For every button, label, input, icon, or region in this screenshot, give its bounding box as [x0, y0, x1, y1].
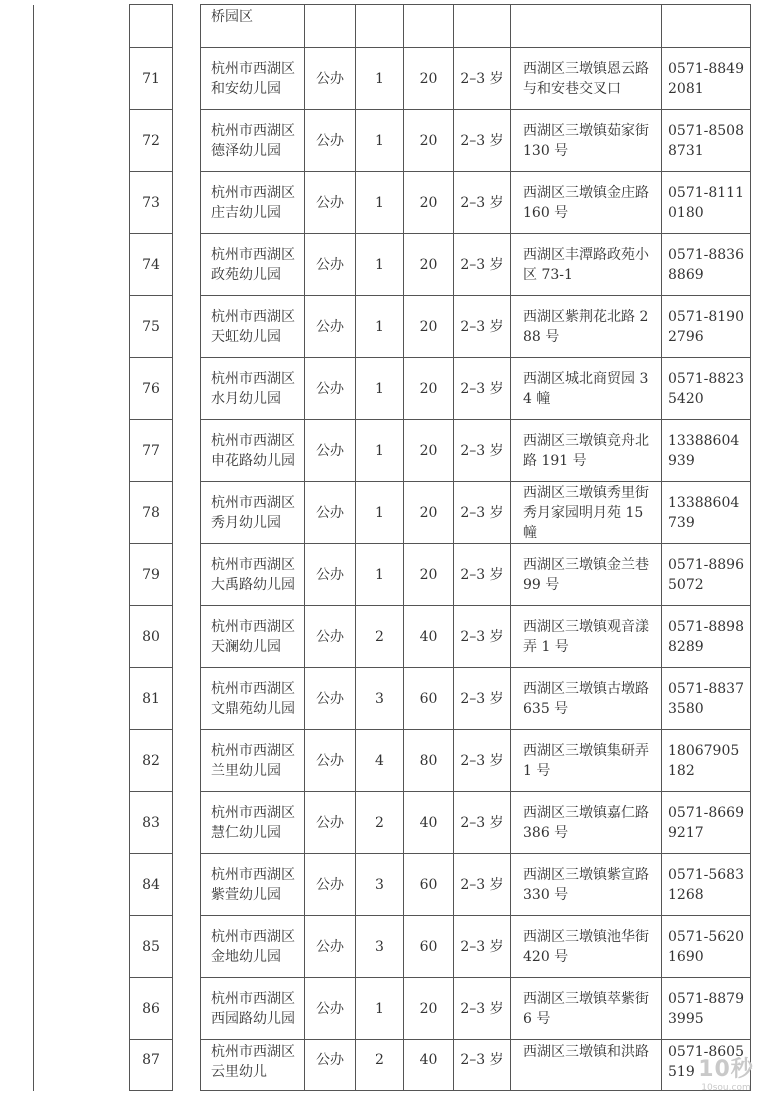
number-cell: 74: [130, 234, 173, 296]
age-cell: 2–3 岁: [454, 482, 511, 544]
address-cell: [511, 5, 662, 48]
age-cell: 2–3 岁: [454, 358, 511, 420]
number-cell: 82: [130, 730, 173, 792]
address-cell: 西湖区三墩镇金兰巷 99 号: [511, 544, 662, 606]
age-cell: 2–3 岁: [454, 792, 511, 854]
name-cell: 杭州市西湖区天澜幼儿园: [201, 606, 305, 668]
capacity-cell: 20: [404, 110, 454, 172]
name-cell: 杭州市西湖区和安幼儿园: [201, 48, 305, 110]
table-row: [34, 668, 751, 730]
blank-cell: [34, 730, 130, 792]
table-row: [34, 296, 751, 358]
capacity-cell: 20: [404, 234, 454, 296]
age-cell: 2–3 岁: [454, 606, 511, 668]
phone-cell: 0571-8605519: [662, 1040, 751, 1091]
blank-cell: [34, 358, 130, 420]
capacity-cell: 40: [404, 606, 454, 668]
blank-cell: [34, 296, 130, 358]
age-cell: 2–3 岁: [454, 172, 511, 234]
type-cell: 公办: [305, 606, 356, 668]
age-cell: 2–3 岁: [454, 978, 511, 1040]
number-cell: 76: [130, 358, 173, 420]
capacity-cell: 20: [404, 544, 454, 606]
capacity-cell: 40: [404, 792, 454, 854]
classes-cell: 3: [356, 668, 404, 730]
type-cell: 公办: [305, 792, 356, 854]
table-row: [34, 234, 751, 296]
blank-cell: [34, 668, 130, 730]
type-cell: 公办: [305, 296, 356, 358]
capacity-cell: 20: [404, 172, 454, 234]
address-cell: 西湖区三墩镇茹家街 130 号: [511, 110, 662, 172]
type-cell: 公办: [305, 482, 356, 544]
number-cell: 84: [130, 854, 173, 916]
address-cell: 西湖区三墩镇紫宣路 330 号: [511, 854, 662, 916]
number-cell: 73: [130, 172, 173, 234]
phone-cell: 0571-88368869: [662, 234, 751, 296]
table-row: [34, 420, 751, 482]
name-cell: 杭州市西湖区紫萱幼儿园: [201, 854, 305, 916]
capacity-cell: 60: [404, 916, 454, 978]
phone-cell: 0571-88492081: [662, 48, 751, 110]
capacity-cell: 20: [404, 420, 454, 482]
continued-row: [34, 5, 751, 48]
number-cell: 81: [130, 668, 173, 730]
classes-cell: 1: [356, 358, 404, 420]
number-cell: 86: [130, 978, 173, 1040]
type-cell: 公办: [305, 668, 356, 730]
blank-cell: [173, 358, 201, 420]
address-cell: 西湖区三墩镇竞舟北路 191 号: [511, 420, 662, 482]
blank-cell: [34, 5, 130, 48]
blank-cell: [173, 5, 201, 48]
address-cell: 西湖区三墩镇池华街 420 号: [511, 916, 662, 978]
blank-cell: [173, 234, 201, 296]
name-cell: 桥园区: [201, 5, 305, 48]
capacity-cell: [404, 5, 454, 48]
type-cell: 公办: [305, 730, 356, 792]
age-cell: 2–3 岁: [454, 234, 511, 296]
capacity-cell: 60: [404, 854, 454, 916]
phone-cell: 0571-88988289: [662, 606, 751, 668]
phone-cell: 0571-88373580: [662, 668, 751, 730]
address-cell: 西湖区三墩镇和洪路: [511, 1040, 662, 1091]
address-cell: 西湖区三墩镇秀里街秀月家园明月苑 15 幢: [511, 482, 662, 544]
name-cell: 杭州市西湖区慧仁幼儿园: [201, 792, 305, 854]
blank-cell: [173, 482, 201, 544]
age-cell: [454, 5, 511, 48]
blank-cell: [173, 668, 201, 730]
phone-cell: 13388604739: [662, 482, 751, 544]
phone-cell: 0571-88235420: [662, 358, 751, 420]
blank-cell: [173, 544, 201, 606]
age-cell: 2–3 岁: [454, 668, 511, 730]
blank-cell: [34, 544, 130, 606]
address-cell: 西湖区三墩镇萃紫街 6 号: [511, 978, 662, 1040]
blank-cell: [34, 234, 130, 296]
age-cell: 2–3 岁: [454, 544, 511, 606]
blank-cell: [34, 482, 130, 544]
blank-cell: [34, 420, 130, 482]
classes-cell: 1: [356, 296, 404, 358]
name-cell: 杭州市西湖区秀月幼儿园: [201, 482, 305, 544]
address-cell: 西湖区三墩镇集研弄 1 号: [511, 730, 662, 792]
phone-cell: 0571-56201690: [662, 916, 751, 978]
watermark-logo: 10秒: [698, 1057, 754, 1082]
phone-cell: 18067905182: [662, 730, 751, 792]
number-cell: 72: [130, 110, 173, 172]
phone-cell: 0571-81902796: [662, 296, 751, 358]
blank-cell: [34, 110, 130, 172]
name-cell: 杭州市西湖区德泽幼儿园: [201, 110, 305, 172]
name-cell: 杭州市西湖区文鼎苑幼儿园: [201, 668, 305, 730]
address-cell: 西湖区三墩镇恩云路与和安巷交叉口: [511, 48, 662, 110]
phone-cell: 13388604939: [662, 420, 751, 482]
classes-cell: 1: [356, 482, 404, 544]
blank-cell: [173, 1040, 201, 1091]
blank-cell: [173, 420, 201, 482]
phone-cell: [662, 5, 751, 48]
phone-cell: 0571-85088731: [662, 110, 751, 172]
name-cell: 杭州市西湖区大禹路幼儿园: [201, 544, 305, 606]
number-cell: 75: [130, 296, 173, 358]
classes-cell: 2: [356, 1040, 404, 1091]
classes-cell: 3: [356, 854, 404, 916]
age-cell: 2–3 岁: [454, 854, 511, 916]
site-watermark: [680, 1057, 772, 1097]
blank-cell: [173, 172, 201, 234]
blank-cell: [34, 854, 130, 916]
blank-cell: [173, 792, 201, 854]
blank-cell: [34, 172, 130, 234]
address-cell: 西湖区三墩镇古墩路 635 号: [511, 668, 662, 730]
blank-cell: [173, 296, 201, 358]
table-row: [34, 172, 751, 234]
address-cell: 西湖区城北商贸园 34 幢: [511, 358, 662, 420]
classes-cell: 2: [356, 792, 404, 854]
number-cell: 79: [130, 544, 173, 606]
blank-cell: [173, 978, 201, 1040]
classes-cell: 1: [356, 978, 404, 1040]
classes-cell: 1: [356, 110, 404, 172]
type-cell: 公办: [305, 978, 356, 1040]
name-cell: 杭州市西湖区水月幼儿园: [201, 358, 305, 420]
watermark-site: 10sou.com: [701, 1083, 751, 1093]
address-cell: 西湖区紫荆花北路 288 号: [511, 296, 662, 358]
name-cell: 杭州市西湖区申花路幼儿园: [201, 420, 305, 482]
blank-cell: [34, 916, 130, 978]
table-row: [34, 544, 751, 606]
name-cell: 杭州市西湖区庄吉幼儿园: [201, 172, 305, 234]
classes-cell: 2: [356, 606, 404, 668]
table-row: [34, 48, 751, 110]
number-cell: [130, 5, 173, 48]
type-cell: 公办: [305, 420, 356, 482]
classes-cell: [356, 5, 404, 48]
age-cell: 2–3 岁: [454, 48, 511, 110]
classes-cell: 1: [356, 544, 404, 606]
classes-cell: 1: [356, 234, 404, 296]
address-cell: 西湖区三墩镇嘉仁路 386 号: [511, 792, 662, 854]
capacity-cell: 20: [404, 358, 454, 420]
table-row: [34, 1040, 751, 1091]
blank-cell: [34, 1040, 130, 1091]
age-cell: 2–3 岁: [454, 916, 511, 978]
blank-cell: [34, 48, 130, 110]
classes-cell: 4: [356, 730, 404, 792]
type-cell: 公办: [305, 234, 356, 296]
number-cell: 77: [130, 420, 173, 482]
age-cell: 2–3 岁: [454, 110, 511, 172]
capacity-cell: 40: [404, 1040, 454, 1091]
age-cell: 2–3 岁: [454, 296, 511, 358]
capacity-cell: 80: [404, 730, 454, 792]
table-row: [34, 730, 751, 792]
phone-cell: 0571-86699217: [662, 792, 751, 854]
type-cell: 公办: [305, 854, 356, 916]
classes-cell: 3: [356, 916, 404, 978]
type-cell: 公办: [305, 916, 356, 978]
blank-cell: [173, 48, 201, 110]
table-row: [34, 358, 751, 420]
blank-cell: [34, 606, 130, 668]
phone-cell: 0571-56831268: [662, 854, 751, 916]
blank-cell: [34, 978, 130, 1040]
number-cell: 85: [130, 916, 173, 978]
type-cell: 公办: [305, 544, 356, 606]
number-cell: 80: [130, 606, 173, 668]
age-cell: 2–3 岁: [454, 1040, 511, 1091]
name-cell: 杭州市西湖区云里幼儿: [201, 1040, 305, 1091]
number-cell: 71: [130, 48, 173, 110]
classes-cell: 1: [356, 48, 404, 110]
number-cell: 83: [130, 792, 173, 854]
type-cell: 公办: [305, 358, 356, 420]
number-cell: 87: [130, 1040, 173, 1091]
phone-cell: 0571-88793995: [662, 978, 751, 1040]
table-row: [34, 110, 751, 172]
table-row: [34, 978, 751, 1040]
phone-cell: 0571-81110180: [662, 172, 751, 234]
name-cell: 杭州市西湖区天虹幼儿园: [201, 296, 305, 358]
capacity-cell: 20: [404, 48, 454, 110]
blank-cell: [34, 792, 130, 854]
table-row: [34, 916, 751, 978]
age-cell: 2–3 岁: [454, 730, 511, 792]
table-row: [34, 854, 751, 916]
capacity-cell: 20: [404, 296, 454, 358]
type-cell: [305, 5, 356, 48]
name-cell: 杭州市西湖区金地幼儿园: [201, 916, 305, 978]
classes-cell: 1: [356, 420, 404, 482]
name-cell: 杭州市西湖区兰里幼儿园: [201, 730, 305, 792]
type-cell: 公办: [305, 48, 356, 110]
blank-cell: [173, 916, 201, 978]
classes-cell: 1: [356, 172, 404, 234]
blank-cell: [173, 854, 201, 916]
age-cell: 2–3 岁: [454, 420, 511, 482]
type-cell: 公办: [305, 110, 356, 172]
blank-cell: [173, 110, 201, 172]
capacity-cell: 60: [404, 668, 454, 730]
address-cell: 西湖区三墩镇金庄路 160 号: [511, 172, 662, 234]
table-row: [34, 482, 751, 544]
table-row: [34, 792, 751, 854]
address-cell: 西湖区三墩镇观音漾弄 1 号: [511, 606, 662, 668]
number-cell: 78: [130, 482, 173, 544]
phone-cell: 0571-88965072: [662, 544, 751, 606]
type-cell: 公办: [305, 1040, 356, 1091]
kindergarten-table: [33, 4, 751, 1091]
type-cell: 公办: [305, 172, 356, 234]
capacity-cell: 20: [404, 482, 454, 544]
blank-cell: [173, 730, 201, 792]
capacity-cell: 20: [404, 978, 454, 1040]
blank-cell: [173, 606, 201, 668]
name-cell: 杭州市西湖区西园路幼儿园: [201, 978, 305, 1040]
name-cell: 杭州市西湖区政苑幼儿园: [201, 234, 305, 296]
address-cell: 西湖区丰潭路政苑小区 73-1: [511, 234, 662, 296]
table-row: [34, 606, 751, 668]
